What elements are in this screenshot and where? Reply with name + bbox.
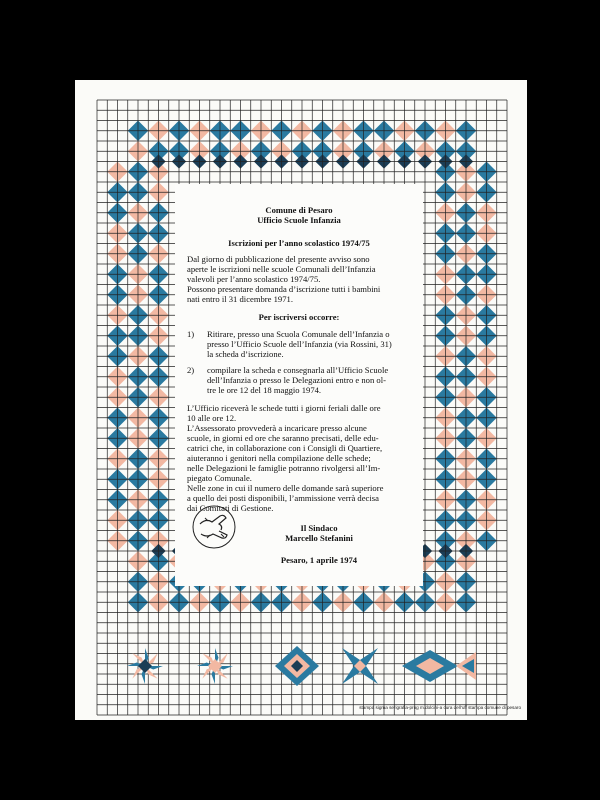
signature-name: Marcello Stefanini xyxy=(285,533,353,543)
step-line: Ritirare, presso una Scuola Comunale dell’Infanzia o xyxy=(207,329,390,339)
intro-line: nati entro il 31 dicembre 1971. xyxy=(187,294,293,304)
intro-line: Dal giorno di pubblicazione del presente avviso sono xyxy=(187,254,370,264)
body-line: 10 alle ore 12. xyxy=(187,413,237,423)
poster-sheet xyxy=(75,80,527,720)
body-line: L’Ufficio riceverà le schede tutti i giorni feriali dalle ore xyxy=(187,403,381,413)
body-line: a quello dei posti disponibili, l’ammissione verrà decisa xyxy=(187,493,379,503)
step-line: presso l’Ufficio Scuole dell’Infanzia (via Rossini, 31) xyxy=(207,339,392,349)
intro-line: aperte le iscrizioni nelle scuole Comunali dell’Infanzia xyxy=(187,264,376,274)
body-line: piegato Comunale. xyxy=(187,473,252,483)
municipal-seal-icon xyxy=(191,504,237,550)
body-line: dai Comitati di Gestione. xyxy=(187,503,274,513)
notice-text-panel xyxy=(175,184,423,586)
body-line: L’Assessorato provvederà a incaricare presso alcune xyxy=(187,423,367,433)
step-line: la scheda d’iscrizione. xyxy=(207,349,284,359)
intro-line: valevoli per l’anno scolastico 1974/75. xyxy=(187,274,321,284)
print-credit: stampa sigma serigrafia-prog m.dolcini-a cura dell’uff stampa comune di pesaro xyxy=(359,705,521,710)
body-line: Nelle zone in cui il numero delle domande sarà superiore xyxy=(187,483,384,493)
place-date: Pesaro, 1 aprile 1974 xyxy=(280,555,358,565)
subtitle: Per iscriversi occorre: xyxy=(258,312,340,322)
body-line: scuole, in giorni ed ore che saranno precisati, delle edu- xyxy=(187,433,379,443)
step-line: tre le ore 12 del 18 maggio 1974. xyxy=(207,385,322,395)
step-number: 2) xyxy=(187,365,195,375)
body-line: aiuteranno i genitori nella compilazione delle schede; xyxy=(187,453,371,463)
fish-motif-icon xyxy=(402,650,476,682)
step-line: compilare la scheda e consegnarla all’Ufficio Scuole xyxy=(207,365,389,375)
notice-title: Iscrizioni per l’anno scolastico 1974/75 xyxy=(228,238,370,248)
body-line: catrici che, in collaborazione con i Consigli di Quartiere, xyxy=(187,443,383,453)
body-line: nelle Delegazioni le famiglie potranno rivolgersi all’Im- xyxy=(187,463,381,473)
header-line-1: Comune di Pesaro xyxy=(265,205,333,215)
header-line-2: Ufficio Scuole Infanzia xyxy=(257,215,341,225)
signature-role: Il Sindaco xyxy=(300,523,338,533)
step-number: 1) xyxy=(187,329,195,339)
intro-line: Possono presentare domanda d’iscrizione tutti i bambini xyxy=(187,284,381,294)
bottom-motifs xyxy=(127,646,476,686)
step-line: dell’Infanzia o presso le Delegazioni entro e non ol- xyxy=(207,375,386,385)
